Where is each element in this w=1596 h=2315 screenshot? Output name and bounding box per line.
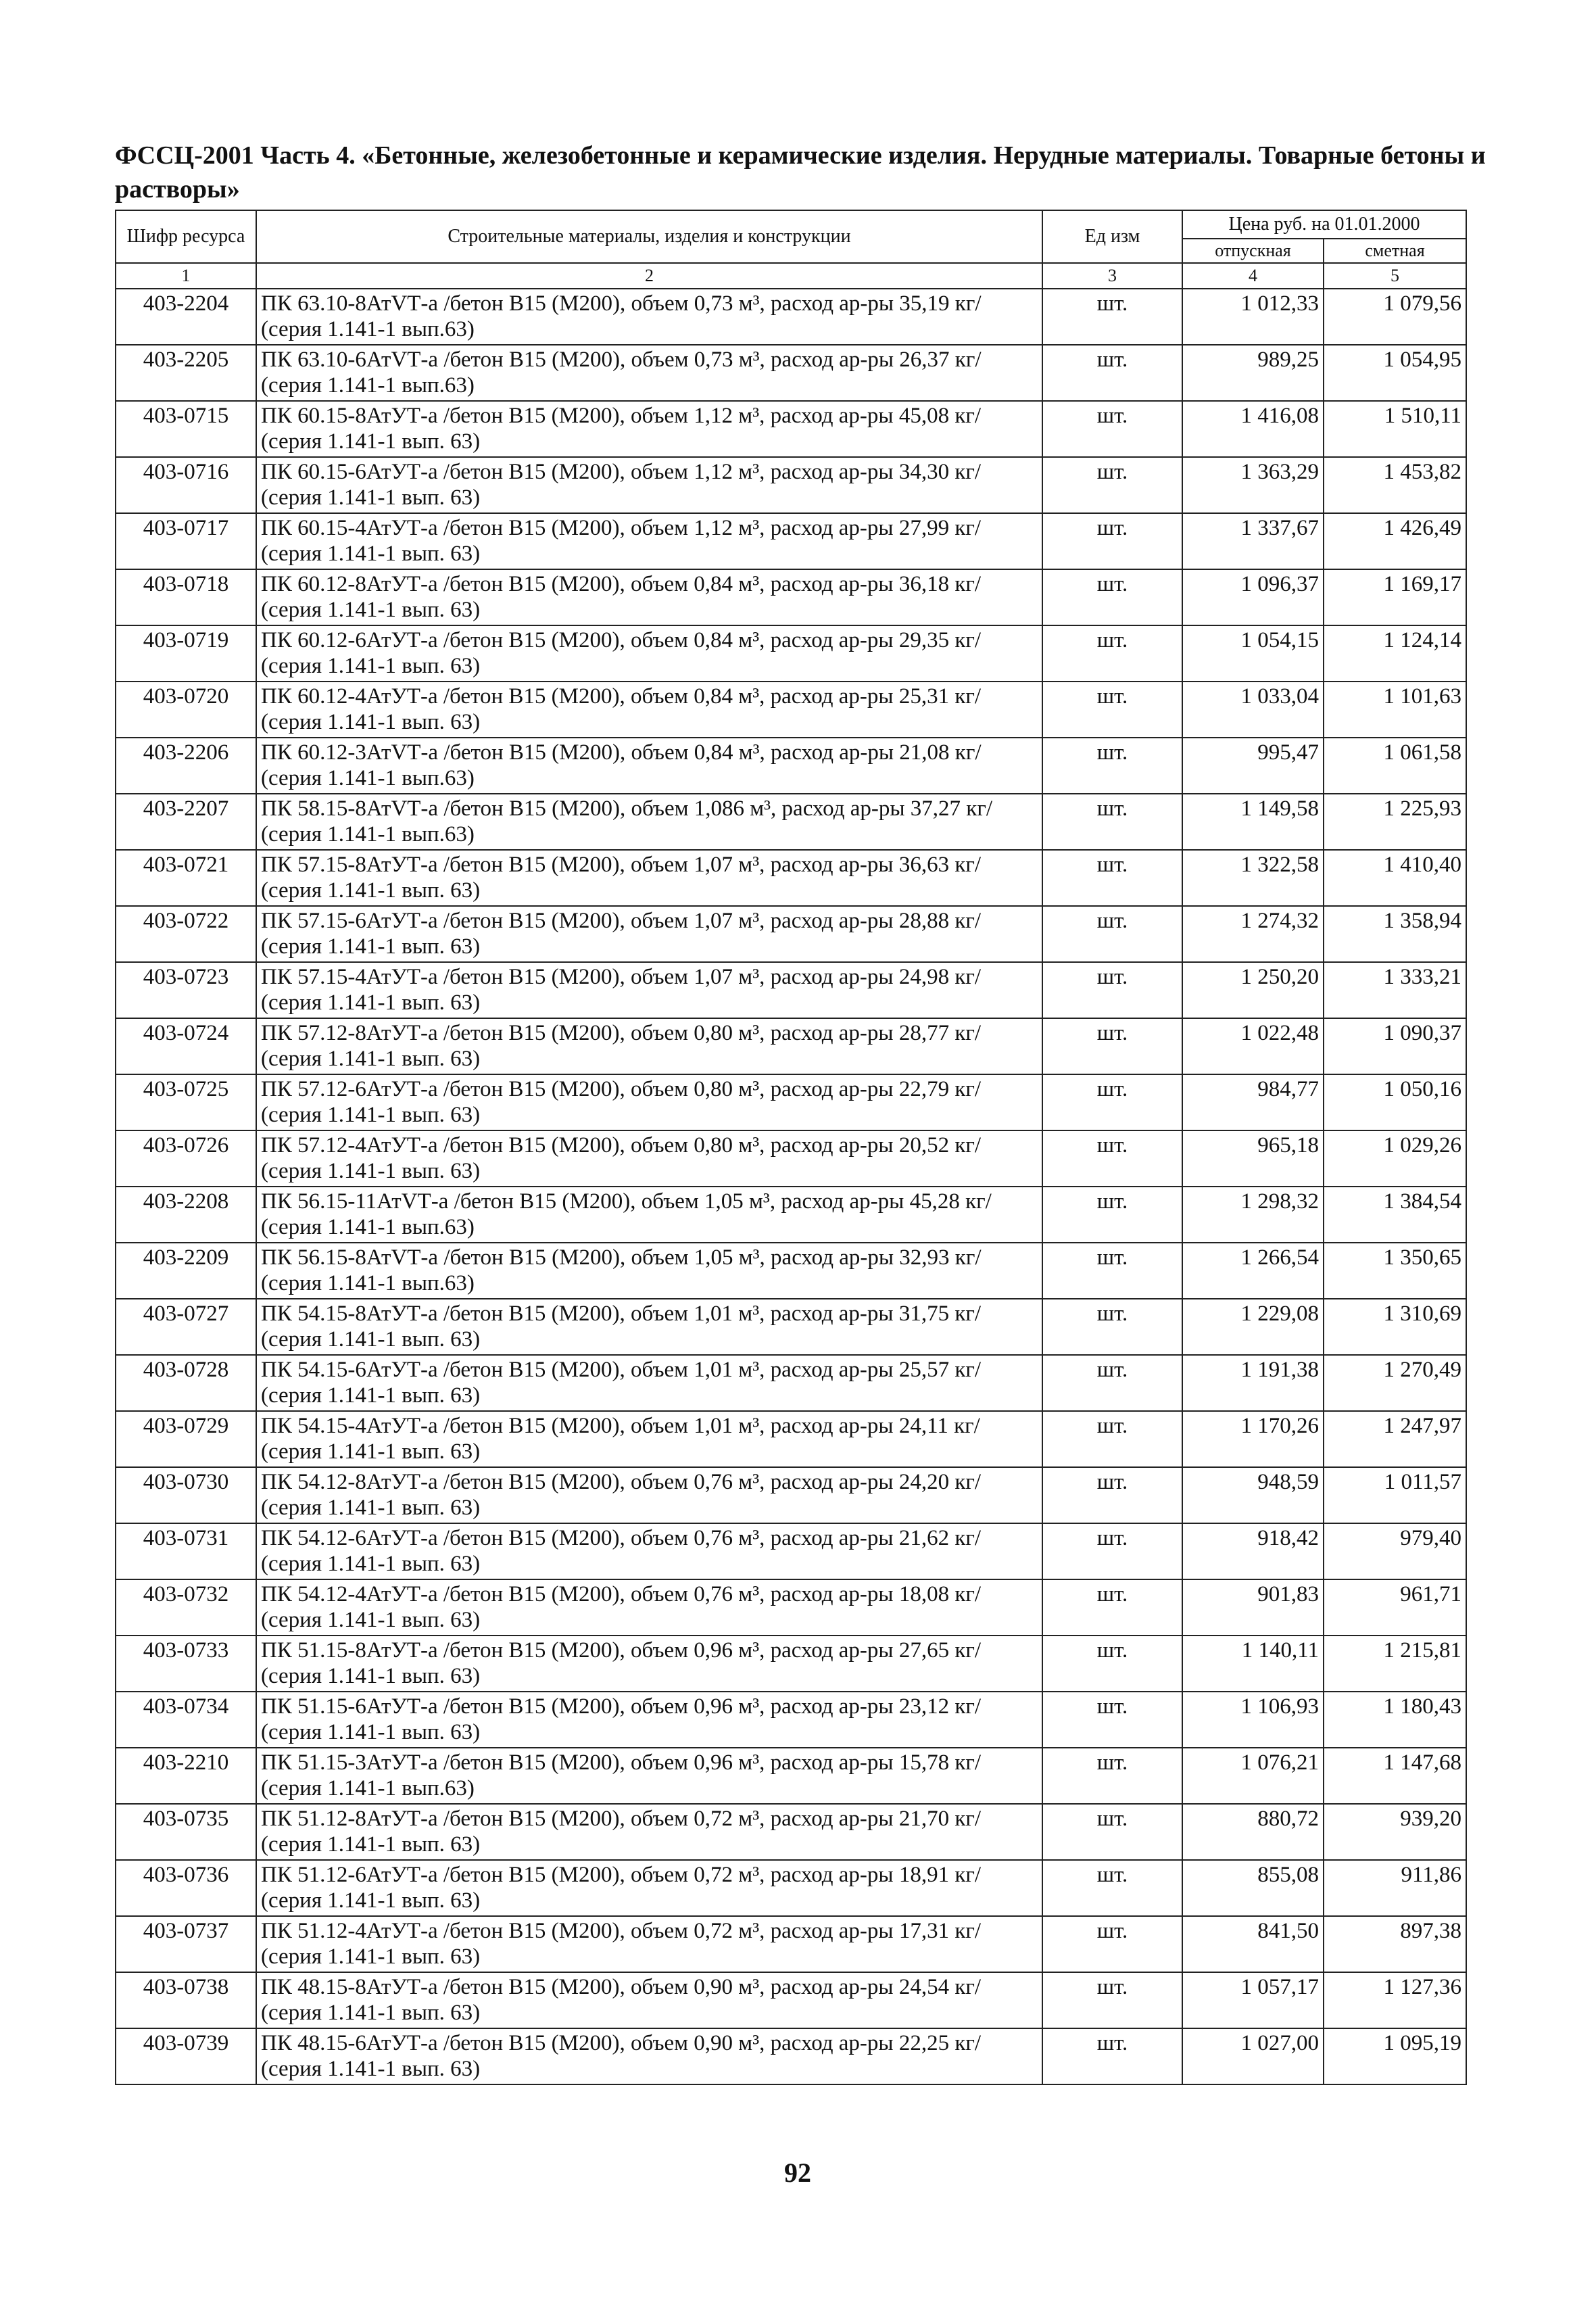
cell-code: 403-0739	[116, 2028, 256, 2084]
table-row	[116, 794, 1466, 850]
cell-name: ПК 60.12-3АтVТ-а /бетон В15 (М200), объем 0,84 м³, расход ар-ры 21,08 кг/ (серия 1.141-1 вып.63)	[256, 738, 1042, 794]
cell-estimate-price: 1 095,19	[1324, 2028, 1466, 2084]
cell-release-price: 1 250,20	[1182, 962, 1324, 1018]
cell-release-price: 1 149,58	[1182, 794, 1324, 850]
cell-code: 403-0732	[116, 1579, 256, 1636]
cell-name: ПК 58.15-8АтVТ-а /бетон В15 (М200), объем 1,086 м³, расход ар-ры 37,27 кг/ (серия 1.141-1 вып.63)	[256, 794, 1042, 850]
cell-estimate-price: 1 215,81	[1324, 1636, 1466, 1692]
cell-name: ПК 54.15-6АтУТ-а /бетон В15 (М200), объем 1,01 м³, расход ар-ры 25,57 кг/ (серия 1.141-1 вып. 63)	[256, 1355, 1042, 1411]
cell-unit: шт.	[1042, 401, 1182, 457]
cell-code: 403-0735	[116, 1804, 256, 1860]
cell-estimate-price: 1 127,36	[1324, 1972, 1466, 2028]
cell-release-price: 1 106,93	[1182, 1692, 1324, 1748]
cell-estimate-price: 1 410,40	[1324, 850, 1466, 906]
cell-unit: шт.	[1042, 1243, 1182, 1299]
cell-estimate-price: 1 169,17	[1324, 569, 1466, 625]
cell-estimate-price: 1 050,16	[1324, 1074, 1466, 1130]
cell-unit: шт.	[1042, 1467, 1182, 1523]
cell-estimate-price: 1 270,49	[1324, 1355, 1466, 1411]
cell-unit: шт.	[1042, 1411, 1182, 1467]
cell-name: ПК 60.12-4АтУТ-а /бетон В15 (М200), объем 0,84 м³, расход ар-ры 25,31 кг/ (серия 1.141-1 вып. 63)	[256, 682, 1042, 738]
cell-name: ПК 51.12-4АтУТ-а /бетон В15 (М200), объем 0,72 м³, расход ар-ры 17,31 кг/ (серия 1.141-1 вып. 63)	[256, 1916, 1042, 1972]
cell-code: 403-2209	[116, 1243, 256, 1299]
cell-unit: шт.	[1042, 345, 1182, 401]
cell-release-price: 1 274,32	[1182, 906, 1324, 962]
cell-release-price: 1 022,48	[1182, 1018, 1324, 1074]
table-row	[116, 401, 1466, 457]
cell-unit: шт.	[1042, 682, 1182, 738]
page-number: 92	[784, 2157, 811, 2188]
header-unit: Ед изм	[1042, 210, 1182, 263]
cell-release-price: 995,47	[1182, 738, 1324, 794]
cell-release-price: 1 076,21	[1182, 1748, 1324, 1804]
cell-release-price: 1 337,67	[1182, 513, 1324, 569]
cell-code: 403-0734	[116, 1692, 256, 1748]
cell-code: 403-0737	[116, 1916, 256, 1972]
column-number-row	[116, 263, 1466, 289]
table-row	[116, 962, 1466, 1018]
cell-release-price: 880,72	[1182, 1804, 1324, 1860]
cell-unit: шт.	[1042, 1860, 1182, 1916]
cell-release-price: 948,59	[1182, 1467, 1324, 1523]
cell-estimate-price: 1 061,58	[1324, 738, 1466, 794]
cell-unit: шт.	[1042, 1187, 1182, 1243]
cell-name: ПК 57.12-4АтУТ-а /бетон В15 (М200), объем 0,80 м³, расход ар-ры 20,52 кг/ (серия 1.141-1 вып. 63)	[256, 1130, 1042, 1187]
cell-estimate-price: 1 510,11	[1324, 401, 1466, 457]
table-row	[116, 1579, 1466, 1636]
cell-code: 403-0719	[116, 625, 256, 682]
header-price-group: Цена руб. на 01.01.2000	[1182, 210, 1466, 239]
cell-code: 403-0738	[116, 1972, 256, 2028]
table-row	[116, 906, 1466, 962]
table-row	[116, 1299, 1466, 1355]
cell-name: ПК 60.12-6АтУТ-а /бетон В15 (М200), объем 0,84 м³, расход ар-ры 29,35 кг/ (серия 1.141-1 вып. 63)	[256, 625, 1042, 682]
table-row	[116, 1860, 1466, 1916]
cell-release-price: 1 363,29	[1182, 457, 1324, 513]
cell-name: ПК 56.15-8АтVТ-а /бетон В15 (М200), объем 1,05 м³, расход ар-ры 32,93 кг/ (серия 1.141-1 вып.63)	[256, 1243, 1042, 1299]
cell-name: ПК 63.10-8АтVТ-а /бетон В15 (М200), объем 0,73 м³, расход ар-ры 35,19 кг/ (серия 1.141-1 вып.63)	[256, 289, 1042, 345]
cell-name: ПК 57.15-8АтУТ-а /бетон В15 (М200), объем 1,07 м³, расход ар-ры 36,63 кг/ (серия 1.141-1 вып. 63)	[256, 850, 1042, 906]
table-row	[116, 1411, 1466, 1467]
table-row	[116, 457, 1466, 513]
cell-release-price: 1 229,08	[1182, 1299, 1324, 1355]
cell-release-price: 1 012,33	[1182, 289, 1324, 345]
table-row	[116, 850, 1466, 906]
header-name: Строительные материалы, изделия и конструкции	[256, 210, 1042, 263]
cell-unit: шт.	[1042, 289, 1182, 345]
table-row	[116, 738, 1466, 794]
cell-unit: шт.	[1042, 1130, 1182, 1187]
cell-code: 403-0720	[116, 682, 256, 738]
header-estimate-price: сметная	[1324, 239, 1466, 263]
cell-name: ПК 54.15-4АтУТ-а /бетон В15 (М200), объем 1,01 м³, расход ар-ры 24,11 кг/ (серия 1.141-1 вып. 63)	[256, 1411, 1042, 1467]
cell-name: ПК 60.15-8АтУТ-а /бетон В15 (М200), объем 1,12 м³, расход ар-ры 45,08 кг/ (серия 1.141-1 вып. 63)	[256, 401, 1042, 457]
cell-unit: шт.	[1042, 1579, 1182, 1636]
column-number: 5	[1324, 263, 1466, 289]
table-row	[116, 682, 1466, 738]
cell-estimate-price: 1 124,14	[1324, 625, 1466, 682]
cell-release-price: 855,08	[1182, 1860, 1324, 1916]
cell-release-price: 1 033,04	[1182, 682, 1324, 738]
cell-unit: шт.	[1042, 457, 1182, 513]
cell-code: 403-0736	[116, 1860, 256, 1916]
table-row	[116, 1074, 1466, 1130]
cell-release-price: 1 298,32	[1182, 1187, 1324, 1243]
cell-name: ПК 54.12-4АтУТ-а /бетон В15 (М200), объем 0,76 м³, расход ар-ры 18,08 кг/ (серия 1.141-1 вып. 63)	[256, 1579, 1042, 1636]
cell-estimate-price: 897,38	[1324, 1916, 1466, 1972]
cell-release-price: 1 096,37	[1182, 569, 1324, 625]
table-row	[116, 1804, 1466, 1860]
cell-estimate-price: 1 029,26	[1324, 1130, 1466, 1187]
cell-estimate-price: 1 225,93	[1324, 794, 1466, 850]
cell-code: 403-0725	[116, 1074, 256, 1130]
cell-unit: шт.	[1042, 794, 1182, 850]
cell-estimate-price: 1 079,56	[1324, 289, 1466, 345]
cell-name: ПК 48.15-8АтУТ-а /бетон В15 (М200), объем 0,90 м³, расход ар-ры 24,54 кг/ (серия 1.141-1 вып. 63)	[256, 1972, 1042, 2028]
cell-code: 403-0728	[116, 1355, 256, 1411]
table-row	[116, 1972, 1466, 2028]
cell-code: 403-0723	[116, 962, 256, 1018]
cell-unit: шт.	[1042, 1916, 1182, 1972]
cell-unit: шт.	[1042, 2028, 1182, 2084]
table-row	[116, 2028, 1466, 2084]
cell-name: ПК 54.12-6АтУТ-а /бетон В15 (М200), объем 0,76 м³, расход ар-ры 21,62 кг/ (серия 1.141-1 вып. 63)	[256, 1523, 1042, 1579]
table-row	[116, 1467, 1466, 1523]
table-body	[116, 263, 1466, 2084]
cell-code: 403-0731	[116, 1523, 256, 1579]
cell-estimate-price: 1 090,37	[1324, 1018, 1466, 1074]
cell-name: ПК 48.15-6АтУТ-а /бетон В15 (М200), объем 0,90 м³, расход ар-ры 22,25 кг/ (серия 1.141-1 вып. 63)	[256, 2028, 1042, 2084]
cell-estimate-price: 1 350,65	[1324, 1243, 1466, 1299]
cell-unit: шт.	[1042, 962, 1182, 1018]
table-row	[116, 625, 1466, 682]
cell-code: 403-0730	[116, 1467, 256, 1523]
cell-estimate-price: 1 384,54	[1324, 1187, 1466, 1243]
cell-release-price: 1 027,00	[1182, 2028, 1324, 2084]
cell-name: ПК 57.12-6АтУТ-а /бетон В15 (М200), объем 0,80 м³, расход ар-ры 22,79 кг/ (серия 1.141-1 вып. 63)	[256, 1074, 1042, 1130]
cell-code: 403-0717	[116, 513, 256, 569]
cell-code: 403-0721	[116, 850, 256, 906]
cell-release-price: 901,83	[1182, 1579, 1324, 1636]
cell-code: 403-0733	[116, 1636, 256, 1692]
cell-name: ПК 60.15-6АтУТ-а /бетон В15 (М200), объем 1,12 м³, расход ар-ры 34,30 кг/ (серия 1.141-1 вып. 63)	[256, 457, 1042, 513]
cell-estimate-price: 1 453,82	[1324, 457, 1466, 513]
cell-name: ПК 51.12-8АтУТ-а /бетон В15 (М200), объем 0,72 м³, расход ар-ры 21,70 кг/ (серия 1.141-1 вып. 63)	[256, 1804, 1042, 1860]
table-row	[116, 1130, 1466, 1187]
cell-estimate-price: 1 101,63	[1324, 682, 1466, 738]
cell-name: ПК 57.12-8АтУТ-а /бетон В15 (М200), объем 0,80 м³, расход ар-ры 28,77 кг/ (серия 1.141-1 вып. 63)	[256, 1018, 1042, 1074]
table-row	[116, 569, 1466, 625]
cell-estimate-price: 939,20	[1324, 1804, 1466, 1860]
cell-code: 403-2204	[116, 289, 256, 345]
table-row	[116, 1748, 1466, 1804]
column-number: 3	[1042, 263, 1182, 289]
table-row	[116, 1692, 1466, 1748]
cell-estimate-price: 979,40	[1324, 1523, 1466, 1579]
cell-release-price: 1 191,38	[1182, 1355, 1324, 1411]
cell-unit: шт.	[1042, 1692, 1182, 1748]
cell-name: ПК 57.15-4АтУТ-а /бетон В15 (М200), объем 1,07 м³, расход ар-ры 24,98 кг/ (серия 1.141-1 вып. 63)	[256, 962, 1042, 1018]
cell-name: ПК 51.15-8АтУТ-а /бетон В15 (М200), объем 0,96 м³, расход ар-ры 27,65 кг/ (серия 1.141-1 вып. 63)	[256, 1636, 1042, 1692]
cell-code: 403-0726	[116, 1130, 256, 1187]
cell-estimate-price: 911,86	[1324, 1860, 1466, 1916]
cell-name: ПК 60.15-4АтУТ-а /бетон В15 (М200), объем 1,12 м³, расход ар-ры 27,99 кг/ (серия 1.141-1 вып. 63)	[256, 513, 1042, 569]
cell-code: 403-0722	[116, 906, 256, 962]
cell-estimate-price: 1 011,57	[1324, 1467, 1466, 1523]
table-row	[116, 1018, 1466, 1074]
price-table	[115, 210, 1467, 2085]
table-row	[116, 345, 1466, 401]
cell-unit: шт.	[1042, 1804, 1182, 1860]
cell-estimate-price: 1 358,94	[1324, 906, 1466, 962]
cell-unit: шт.	[1042, 625, 1182, 682]
cell-unit: шт.	[1042, 1523, 1182, 1579]
column-number: 2	[256, 263, 1042, 289]
cell-code: 403-2206	[116, 738, 256, 794]
cell-code: 403-2205	[116, 345, 256, 401]
header-release-price: отпускная	[1182, 239, 1324, 263]
table-row	[116, 513, 1466, 569]
cell-code: 403-0729	[116, 1411, 256, 1467]
cell-name: ПК 63.10-6АтVТ-а /бетон В15 (М200), объем 0,73 м³, расход ар-ры 26,37 кг/ (серия 1.141-1 вып.63)	[256, 345, 1042, 401]
table-row	[116, 1355, 1466, 1411]
cell-unit: шт.	[1042, 1972, 1182, 2028]
cell-release-price: 1 054,15	[1182, 625, 1324, 682]
cell-release-price: 1 057,17	[1182, 1972, 1324, 2028]
cell-release-price: 984,77	[1182, 1074, 1324, 1130]
cell-release-price: 1 140,11	[1182, 1636, 1324, 1692]
cell-name: ПК 60.12-8АтУТ-а /бетон В15 (М200), объем 0,84 м³, расход ар-ры 36,18 кг/ (серия 1.141-1 вып. 63)	[256, 569, 1042, 625]
table-row	[116, 1636, 1466, 1692]
cell-release-price: 1 322,58	[1182, 850, 1324, 906]
cell-code: 403-0718	[116, 569, 256, 625]
table-row	[116, 1243, 1466, 1299]
cell-release-price: 965,18	[1182, 1130, 1324, 1187]
header-code: Шифр ресурса	[116, 210, 256, 263]
cell-estimate-price: 1 180,43	[1324, 1692, 1466, 1748]
cell-unit: шт.	[1042, 1299, 1182, 1355]
document-header: ФССЦ-2001 Часть 4. «Бетонные, железобетонные и керамические изделия. Нерудные материалы. Товарные бетоны и растворы»	[115, 141, 1486, 204]
cell-release-price: 841,50	[1182, 1916, 1324, 1972]
cell-estimate-price: 1 147,68	[1324, 1748, 1466, 1804]
cell-code: 403-0727	[116, 1299, 256, 1355]
cell-estimate-price: 1 333,21	[1324, 962, 1466, 1018]
cell-name: ПК 56.15-11АтVТ-а /бетон В15 (М200), объем 1,05 м³, расход ар-ры 45,28 кг/ (серия 1.141-1 вып.63)	[256, 1187, 1042, 1243]
cell-release-price: 1 416,08	[1182, 401, 1324, 457]
cell-name: ПК 54.12-8АтУТ-а /бетон В15 (М200), объем 0,76 м³, расход ар-ры 24,20 кг/ (серия 1.141-1 вып. 63)	[256, 1467, 1042, 1523]
cell-unit: шт.	[1042, 569, 1182, 625]
cell-name: ПК 51.15-3АтУТ-а /бетон В15 (М200), объем 0,96 м³, расход ар-ры 15,78 кг/ (серия 1.141-1 вып.63)	[256, 1748, 1042, 1804]
cell-code: 403-0716	[116, 457, 256, 513]
cell-unit: шт.	[1042, 1355, 1182, 1411]
table-row	[116, 1187, 1466, 1243]
cell-estimate-price: 1 054,95	[1324, 345, 1466, 401]
table-row	[116, 289, 1466, 345]
cell-unit: шт.	[1042, 906, 1182, 962]
column-number: 4	[1182, 263, 1324, 289]
cell-unit: шт.	[1042, 1748, 1182, 1804]
cell-unit: шт.	[1042, 513, 1182, 569]
table-row	[116, 1916, 1466, 1972]
cell-code: 403-2210	[116, 1748, 256, 1804]
table-header-row	[116, 210, 1466, 239]
cell-unit: шт.	[1042, 1074, 1182, 1130]
cell-code: 403-0724	[116, 1018, 256, 1074]
cell-code: 403-2207	[116, 794, 256, 850]
cell-unit: шт.	[1042, 738, 1182, 794]
cell-unit: шт.	[1042, 850, 1182, 906]
cell-release-price: 1 266,54	[1182, 1243, 1324, 1299]
cell-estimate-price: 1 426,49	[1324, 513, 1466, 569]
table-row	[116, 1523, 1466, 1579]
cell-unit: шт.	[1042, 1018, 1182, 1074]
cell-name: ПК 57.15-6АтУТ-а /бетон В15 (М200), объем 1,07 м³, расход ар-ры 28,88 кг/ (серия 1.141-1 вып. 63)	[256, 906, 1042, 962]
cell-release-price: 989,25	[1182, 345, 1324, 401]
cell-name: ПК 54.15-8АтУТ-а /бетон В15 (М200), объем 1,01 м³, расход ар-ры 31,75 кг/ (серия 1.141-1 вып. 63)	[256, 1299, 1042, 1355]
cell-estimate-price: 1 247,97	[1324, 1411, 1466, 1467]
cell-estimate-price: 1 310,69	[1324, 1299, 1466, 1355]
cell-code: 403-0715	[116, 401, 256, 457]
column-number: 1	[116, 263, 256, 289]
cell-name: ПК 51.12-6АтУТ-а /бетон В15 (М200), объем 0,72 м³, расход ар-ры 18,91 кг/ (серия 1.141-1 вып. 63)	[256, 1860, 1042, 1916]
cell-code: 403-2208	[116, 1187, 256, 1243]
cell-estimate-price: 961,71	[1324, 1579, 1466, 1636]
cell-unit: шт.	[1042, 1636, 1182, 1692]
cell-release-price: 918,42	[1182, 1523, 1324, 1579]
cell-name: ПК 51.15-6АтУТ-а /бетон В15 (М200), объем 0,96 м³, расход ар-ры 23,12 кг/ (серия 1.141-1 вып. 63)	[256, 1692, 1042, 1748]
cell-release-price: 1 170,26	[1182, 1411, 1324, 1467]
